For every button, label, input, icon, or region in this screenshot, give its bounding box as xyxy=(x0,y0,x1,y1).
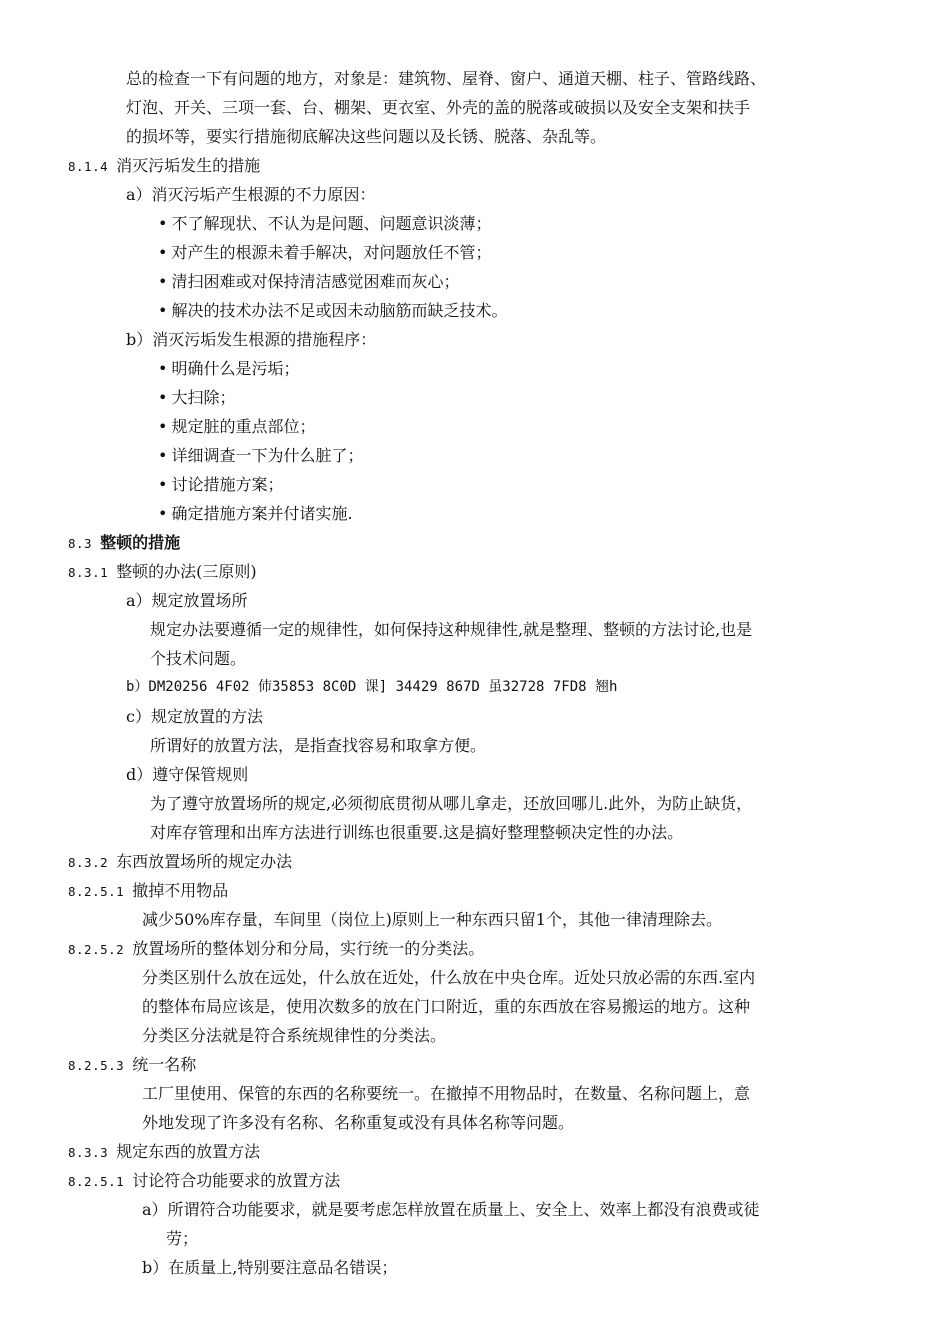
section-heading-8-2-5-1 xyxy=(68,876,228,906)
section-heading-8-3 xyxy=(68,528,180,558)
section-number: 8.2.5.1 xyxy=(68,1174,125,1189)
paragraph-line: 个技术问题。 xyxy=(150,649,247,668)
paragraph-line: 规定办法要遵循一定的规律性，如何保持这种规律性,就是整理、整顿的方法讨论,也是 xyxy=(150,620,753,639)
bullet-icon: • xyxy=(158,504,168,523)
section-number: 8.2.5.1 xyxy=(68,884,125,899)
bullet-icon: • xyxy=(158,475,168,494)
section-title: 撤掉不用物品 xyxy=(132,881,229,900)
bullet-icon: • xyxy=(158,446,168,465)
list-item-a: a）消灭污垢产生根源的不力原因： xyxy=(126,185,376,204)
bullet-item: • 不了解现状、不认为是问题、问题意识淡薄； xyxy=(158,214,492,233)
bullet-item: • 清扫困难或对保持清洁感觉困难而灰心； xyxy=(158,272,460,291)
section-title: 统一名称 xyxy=(132,1055,197,1074)
section-title: 整顿的办法(三原则) xyxy=(116,562,257,581)
paragraph-line: 的损坏等，要实行措施彻底解决这些问题以及长锈、脱落、杂乱等。 xyxy=(126,127,607,146)
section-heading-8-3-2 xyxy=(68,847,292,877)
bullet-item: • 大扫除； xyxy=(158,388,236,407)
list-item-a: a）所谓符合功能要求，就是要考虑怎样放置在质量上、安全上、效率上都没有浪费或徒 xyxy=(142,1200,760,1219)
section-title: 东西放置场所的规定办法 xyxy=(116,852,293,871)
section-number: 8.3.1 xyxy=(68,565,109,580)
paragraph-line: 分类区别什么放在远处，什么放在近处，什么放在中央仓库。近处只放必需的东西.室内 xyxy=(142,968,756,987)
section-number: 8.3.2 xyxy=(68,855,109,870)
paragraph-line: 减少50%库存量，车间里（岗位上)原则上一种东西只留1个，其他一律清理除去。 xyxy=(142,910,722,929)
bullet-item: • 详细调查一下为什么脏了； xyxy=(158,446,364,465)
paragraph-line: 工厂里使用、保管的东西的名称要统一。在撤掉不用物品时，在数量、名称问题上，意 xyxy=(142,1084,751,1103)
paragraph-line: 的整体布局应该是，使用次数多的放在门口附近，重的东西放在容易搬运的地方。这种 xyxy=(142,997,751,1016)
section-heading-8-2-5-1-b xyxy=(68,1166,340,1196)
section-heading-8-2-5-3 xyxy=(68,1050,196,1080)
bullet-item: • 解决的技术办法不足或因未动脑筋而缺乏技术。 xyxy=(158,301,508,320)
list-item-b-garbled: b）DM20256 4F02 伂35853 8C0D 课] 34429 867D 虽32728 7FD8 翘h xyxy=(126,679,618,695)
section-heading-8-2-5-2 xyxy=(68,934,484,964)
paragraph-line: 对库存管理和出库方法进行训练也很重要.这是搞好整理整顿决定性的办法。 xyxy=(150,823,684,842)
list-item-b: b）在质量上,特别要注意品名错误； xyxy=(142,1258,398,1277)
bullet-icon: • xyxy=(158,417,168,436)
section-title: 放置场所的整体划分和分局，实行统一的分类法。 xyxy=(132,939,485,958)
section-number: 8.3 xyxy=(68,536,93,551)
list-item-c: c）规定放置的方法 xyxy=(126,707,263,726)
paragraph-line: 为了遵守放置场所的规定,必须彻底贯彻从哪儿拿走，还放回哪儿.此外，为防止缺货， xyxy=(150,794,753,813)
bullet-item: • 规定脏的重点部位； xyxy=(158,417,316,436)
section-title: 消灭污垢发生的措施 xyxy=(116,156,261,175)
paragraph-line: 总的检查一下有问题的地方，对象是：建筑物、屋脊、窗户、通道天棚、柱子、管路线路、 xyxy=(126,69,767,88)
paragraph-line: 所谓好的放置方法，是指查找容易和取拿方便。 xyxy=(150,736,487,755)
bullet-icon: • xyxy=(158,272,168,291)
list-item-b: b）消灭污垢发生根源的措施程序： xyxy=(126,330,377,349)
paragraph-line: 外地发现了许多没有名称、名称重复或没有具体名称等问题。 xyxy=(142,1113,575,1132)
section-title: 整顿的措施 xyxy=(100,533,181,552)
section-heading-8-1-4 xyxy=(68,151,260,181)
paragraph-line: 灯泡、开关、三项一套、台、棚架、更衣室、外壳的盖的脱落或破损以及安全支架和扶手 xyxy=(126,98,751,117)
section-number: 8.1.4 xyxy=(68,159,109,174)
section-heading-8-3-3 xyxy=(68,1137,260,1167)
bullet-item: • 确定措施方案并付诸实施. xyxy=(158,504,353,523)
bullet-icon: • xyxy=(158,243,168,262)
bullet-item: • 讨论措施方案； xyxy=(158,475,284,494)
paragraph-line: 分类区分法就是符合系统规律性的分类法。 xyxy=(142,1026,447,1045)
bullet-icon: • xyxy=(158,301,168,320)
bullet-icon: • xyxy=(158,388,168,407)
bullet-icon: • xyxy=(158,214,168,233)
list-item-d: d）遵守保管规则 xyxy=(126,765,249,784)
list-item-a: a）规定放置场所 xyxy=(126,591,248,610)
bullet-item: • 对产生的根源未着手解决，对问题放任不管； xyxy=(158,243,492,262)
section-title: 规定东西的放置方法 xyxy=(116,1142,261,1161)
bullet-icon: • xyxy=(158,359,168,378)
section-heading-8-3-1 xyxy=(68,557,257,587)
bullet-item: • 明确什么是污垢； xyxy=(158,359,300,378)
paragraph-line: 劳； xyxy=(166,1229,199,1248)
section-number: 8.2.5.3 xyxy=(68,1058,125,1073)
section-number: 8.3.3 xyxy=(68,1145,109,1160)
section-title: 讨论符合功能要求的放置方法 xyxy=(132,1171,341,1190)
section-number: 8.2.5.2 xyxy=(68,942,125,957)
